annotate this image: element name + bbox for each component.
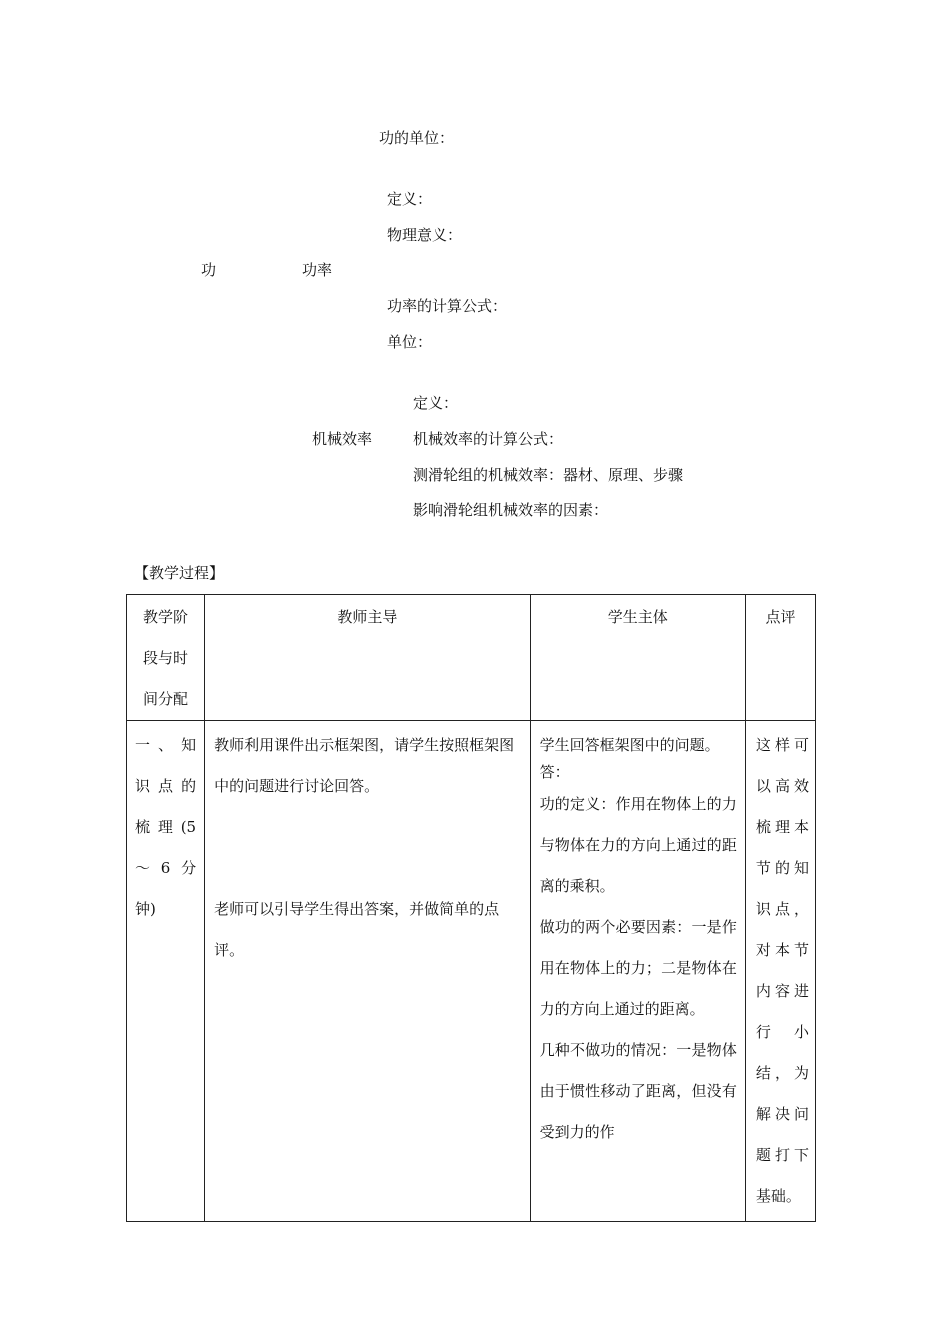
outline-pulley-measure: 测滑轮组的机械效率：器材、原理、步骤 (413, 466, 684, 484)
outline-root-work: 功 (201, 261, 217, 279)
stage-line: 识点的 (135, 777, 197, 795)
stage-line: 钟) (135, 900, 156, 918)
student-paragraph: 几种不做功的情况：一是物体由于惯性移动了距离，但没有受到力的作 (539, 1041, 737, 1141)
outline-power-formula: 功率的计算公式： (387, 297, 508, 315)
header-teacher-label: 教师主导 (337, 608, 398, 626)
outline-pulley-factors: 影响滑轮组机械效率的因素： (413, 501, 609, 519)
review-cell (745, 721, 815, 1222)
header-stage-line: 教学阶 (143, 608, 189, 626)
student-cell (530, 721, 745, 1222)
header-student (530, 595, 745, 721)
teacher-cell (205, 721, 530, 1222)
student-answer-label: 答： (539, 763, 570, 781)
teacher-paragraph: 教师利用课件出示框架图，请学生按照框架图中的问题进行讨论回答。 (214, 736, 515, 795)
header-review-label: 点评 (765, 608, 796, 626)
outline-work-unit: 功的单位： (379, 129, 455, 147)
stage-line: 一、知 (135, 736, 197, 754)
outline-efficiency-formula: 机械效率的计算公式： (413, 430, 564, 448)
header-stage (127, 595, 205, 721)
header-teacher (205, 595, 530, 721)
stage-line: 梳理(5 (135, 818, 197, 836)
student-paragraph: 功的定义：作用在物体上的力与物体在力的方向上通过的距离的乘积。 (539, 795, 737, 895)
outline-efficiency: 机械效率 (312, 430, 373, 448)
outline-power-unit: 单位： (387, 333, 433, 351)
teaching-process-table (126, 594, 816, 1222)
outline-power-definition: 定义： (387, 190, 433, 208)
table-row (127, 721, 816, 1222)
header-review (745, 595, 815, 721)
outline-power-meaning: 物理意义： (387, 226, 463, 244)
stage-cell (127, 721, 205, 1222)
outline-power: 功率 (302, 261, 333, 279)
header-student-label: 学生主体 (607, 608, 668, 626)
section-title: 【教学过程】 (134, 564, 225, 582)
stage-line: ～6分 (135, 859, 197, 877)
student-paragraph: 做功的两个必要因素：一是作用在物体上的力；二是物体在力的方向上通过的距离。 (539, 918, 737, 1018)
table-header-row (127, 595, 816, 721)
teacher-paragraph: 老师可以引导学生得出答案，并做简单的点评。 (214, 900, 500, 959)
student-paragraph: 学生回答框架图中的问题。 (539, 736, 720, 754)
header-stage-line: 段与时 (143, 649, 189, 667)
review-text: 这样可以高效梳理本节的知识点，对本节内容进行小结，为解决问题打下基础。 (755, 736, 809, 1205)
header-stage-line: 间分配 (143, 690, 189, 708)
outline-efficiency-definition: 定义： (413, 394, 459, 412)
